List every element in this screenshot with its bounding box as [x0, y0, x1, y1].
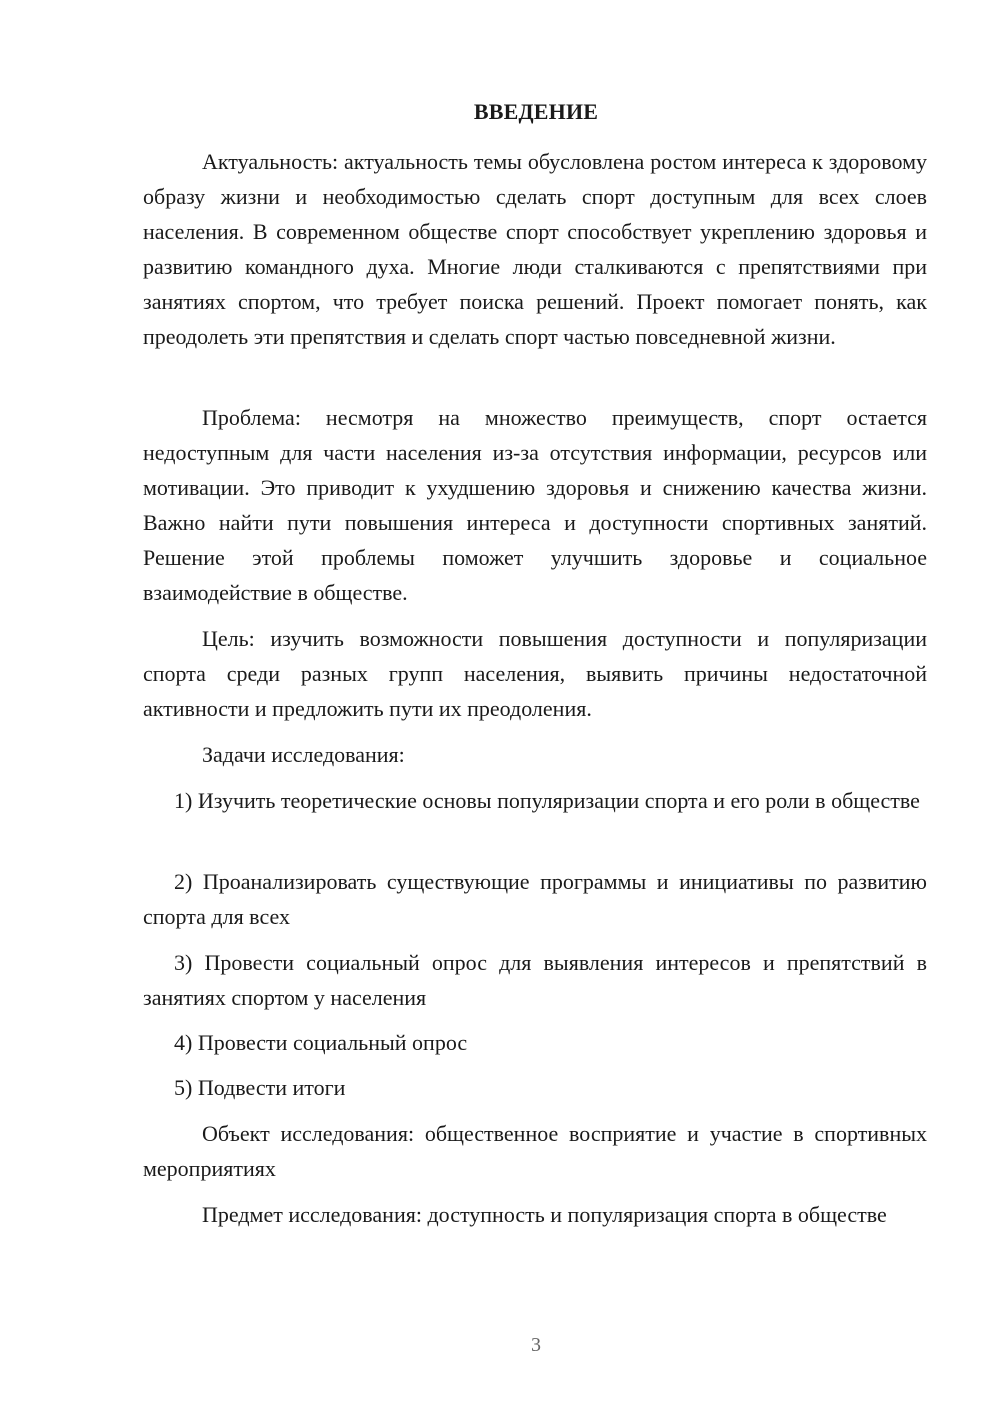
task-item-3: 3) Провести социальный опрос для выявления интересов и препятствий в занятиях спортом у населения	[143, 950, 927, 1010]
task-item-4: 4) Провести социальный опрос	[174, 1030, 468, 1055]
page-number: 3	[531, 1334, 541, 1356]
tasks-heading: Задачи исследования:	[202, 742, 405, 767]
subject-paragraph: Предмет исследования: доступность и популяризация спорта в обществе	[202, 1202, 887, 1227]
task-item-1: 1) Изучить теоретические основы популяризации спорта и его роли в обществе	[174, 788, 920, 813]
relevance-paragraph: Актуальность: актуальность темы обусловлена ростом интереса к здоровому образу жизни и необходимостью сделать спорт доступным для всех слоев населения. В современном обществе спорт способствует укреплению здоровья и развитию командного духа. Многие люди сталкиваются с препятствиями при занятиях спортом, что требует поиска решений. Проект помогает понять, как преодолеть эти препятствия и сделать спорт частью повседневной жизни.	[143, 149, 927, 349]
task-item-2: 2) Проанализировать существующие программы и инициативы по развитию спорта для всех	[143, 869, 927, 929]
goal-paragraph: Цель: изучить возможности повышения доступности и популяризации спорта среди разных групп населения, выявить причины недостаточной активности и предложить пути их преодоления.	[143, 626, 927, 721]
page-title: ВВЕДЕНИЕ	[473, 99, 599, 124]
task-item-5: 5) Подвести итоги	[174, 1075, 346, 1100]
problem-paragraph: Проблема: несмотря на множество преимуществ, спорт остается недоступным для части населения из-за отсутствия информации, ресурсов или мотивации. Это приводит к ухудшению здоровья и снижению качества жизни. Важно найти пути повышения интереса и доступности спортивных занятий. Решение этой проблемы поможет улучшить здоровье и социальное взаимодействие в обществе.	[143, 405, 927, 605]
object-paragraph: Объект исследования: общественное восприятие и участие в спортивных мероприятиях	[143, 1121, 927, 1181]
